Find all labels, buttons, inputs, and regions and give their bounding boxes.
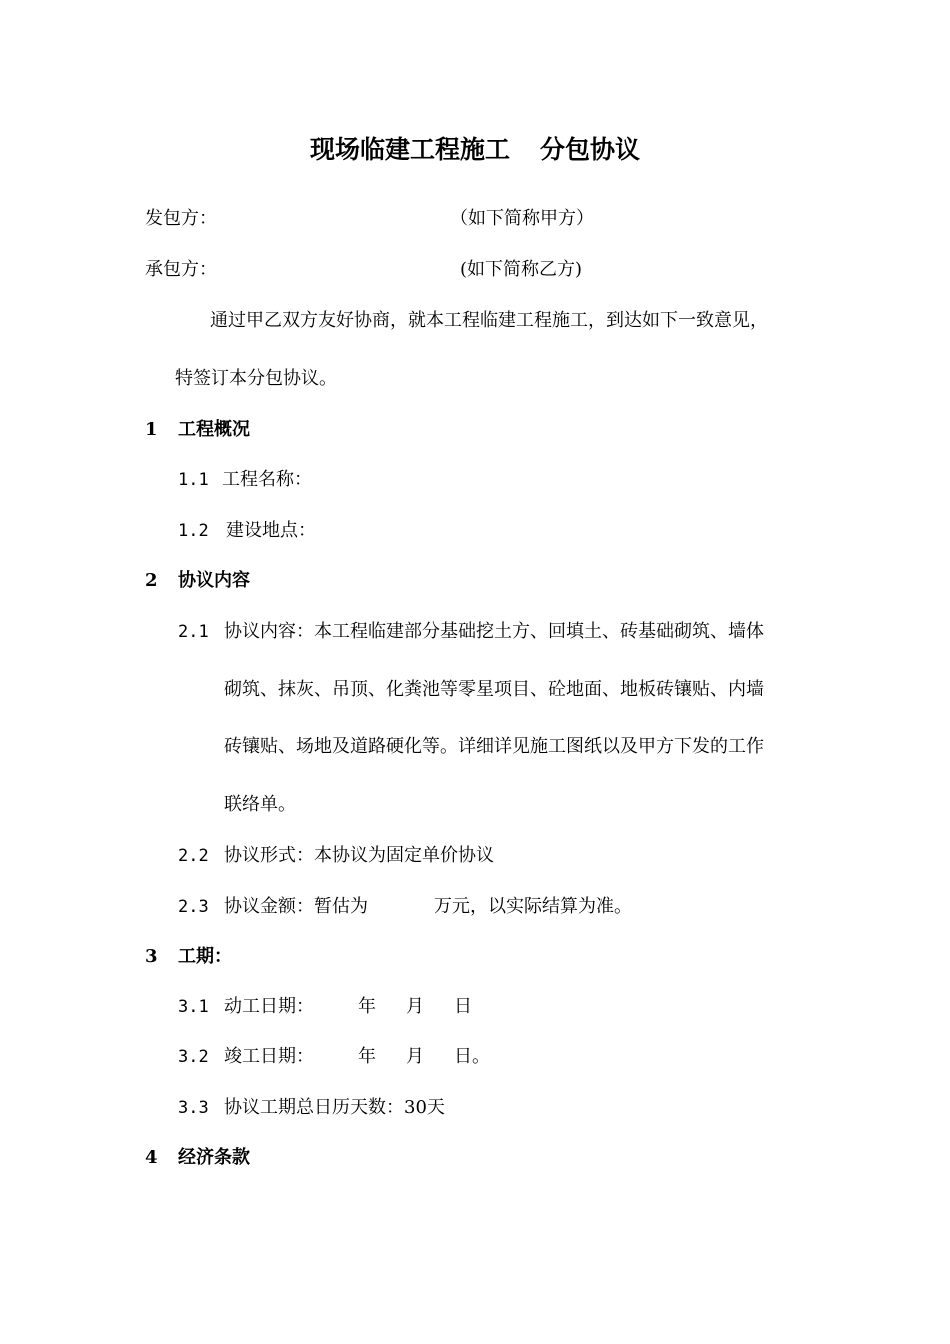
party-a-label: 发包方： <box>145 208 217 229</box>
party-a-note: （如下简称甲方） <box>450 208 594 229</box>
item-3-2-month: 月 <box>406 1046 424 1067</box>
item-1-1-text: 工程名称： <box>222 469 312 490</box>
item-1-1-number: 1.1 <box>178 470 209 490</box>
title-part-1: 现场临建工程施工 <box>309 135 510 164</box>
section-3-title: 工期： <box>178 946 232 967</box>
item-3-3-text: 协议工期总日历天数：30天 <box>224 1097 445 1118</box>
party-b-note: (如下简称乙方) <box>460 259 583 280</box>
item-2-1-line-4: 联络单。 <box>224 794 296 815</box>
item-1-2-number: 1.2 <box>178 521 209 541</box>
item-3-1-label: 动工日期： <box>224 996 314 1017</box>
intro-line-2: 特签订本分包协议。 <box>175 368 337 389</box>
item-2-1-line-2: 砌筑、抹灰、吊顶、化粪池等零星项目、砼地面、地板砖镶贴、内墙 <box>224 679 764 700</box>
section-4-number: 4 <box>145 1147 158 1168</box>
item-3-2-day: 日。 <box>454 1046 490 1067</box>
item-2-2-number: 2.2 <box>178 846 209 866</box>
item-2-3-number: 2.3 <box>178 897 209 917</box>
party-b-label: 承包方： <box>145 259 217 280</box>
item-3-1-year: 年 <box>358 996 376 1017</box>
item-3-2-number: 3.2 <box>178 1047 209 1067</box>
document-title <box>0 134 950 166</box>
item-2-2-text: 协议形式：本协议为固定单价协议 <box>224 845 494 866</box>
item-2-3-text-a: 协议金额：暂估为 <box>224 896 368 917</box>
intro-line-1: 通过甲乙双方友好协商，就本工程临建工程施工，到达如下一致意见， <box>210 310 768 331</box>
item-3-3-number: 3.3 <box>178 1098 209 1118</box>
item-3-1-day: 日 <box>454 996 472 1017</box>
item-2-1-number: 2.1 <box>178 622 209 642</box>
section-2-title: 协议内容 <box>178 570 250 591</box>
item-3-2-label: 竣工日期： <box>224 1046 314 1067</box>
item-3-2-year: 年 <box>358 1046 376 1067</box>
section-3-number: 3 <box>145 946 158 967</box>
item-1-2-text: 建设地点： <box>226 520 316 541</box>
item-3-1-number: 3.1 <box>178 997 209 1017</box>
item-2-3-text-b: 万元，以实际结算为准。 <box>434 896 632 917</box>
section-1-number: 1 <box>145 419 158 440</box>
title-part-2: 分包协议 <box>540 135 641 164</box>
section-1-title: 工程概况 <box>178 419 250 440</box>
item-2-1-line-3: 砖镶贴、场地及道路硬化等。详细详见施工图纸以及甲方下发的工作 <box>224 736 764 757</box>
section-2-number: 2 <box>145 570 158 591</box>
item-2-1-line-1: 协议内容：本工程临建部分基础挖土方、回填土、砖基础砌筑、墙体 <box>224 621 764 642</box>
section-4-title: 经济条款 <box>178 1147 250 1168</box>
item-3-1-month: 月 <box>406 996 424 1017</box>
